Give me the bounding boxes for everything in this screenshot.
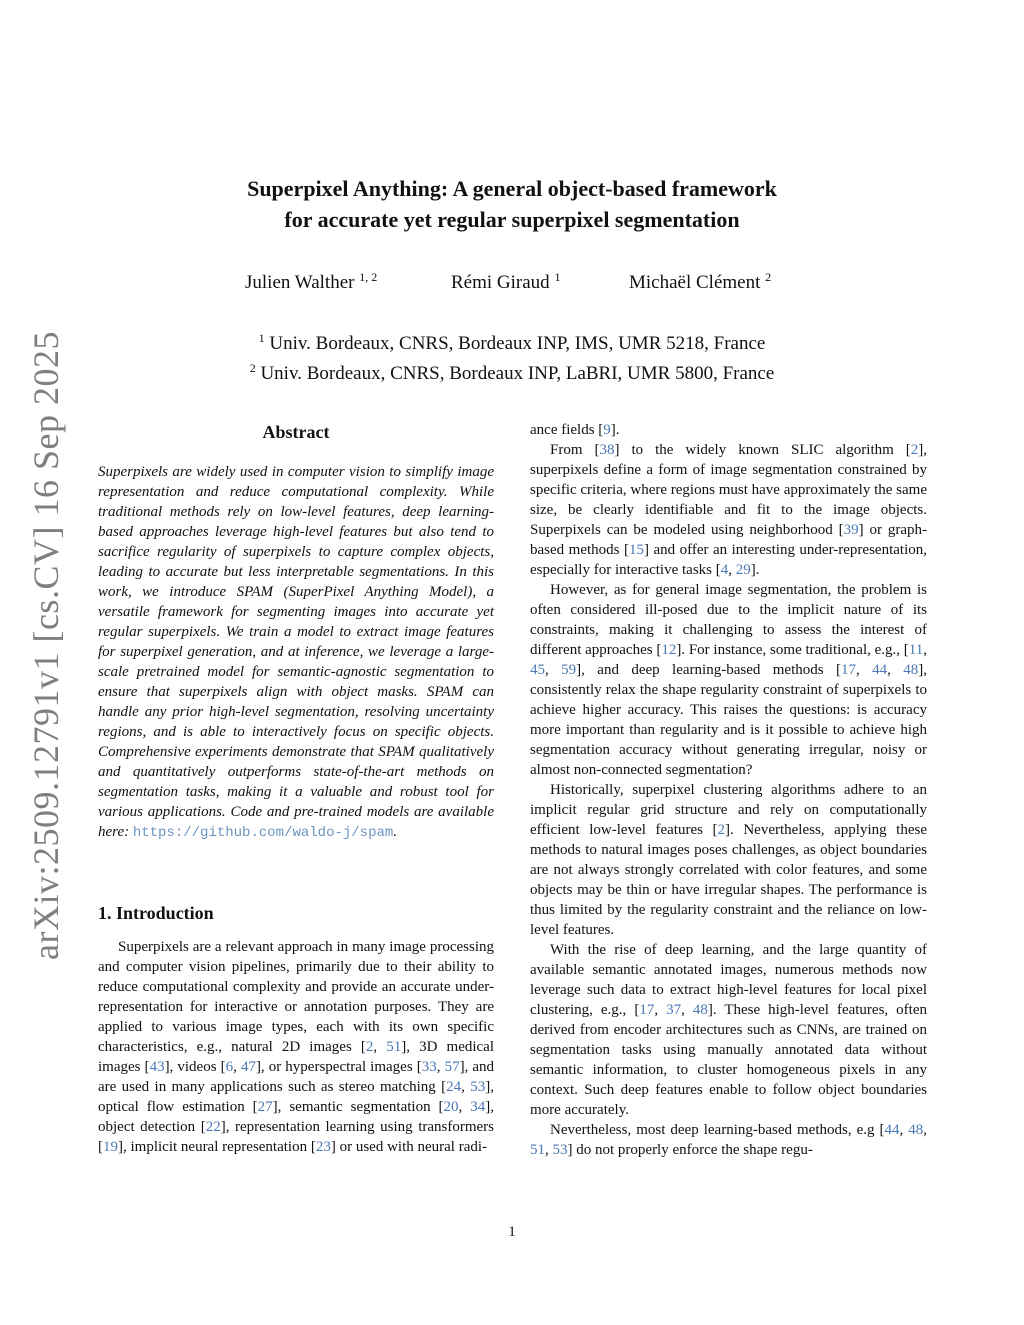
body-paragraph	[530, 440, 927, 580]
affiliations	[0, 326, 1024, 386]
body-text: ], object detection [	[98, 1099, 494, 1135]
citation-link[interactable]: 34	[470, 1099, 486, 1115]
body-text: However, as for general image segmentation, the problem is often considered ill-posed due to the implicit nature of its constraints, making it challenging to assess the interest of different approaches [	[530, 582, 927, 658]
citation-link[interactable]: 24	[446, 1079, 462, 1095]
citation-link[interactable]: 33	[421, 1059, 437, 1075]
body-text: Superpixels are a relevant approach in many image processing and computer vision pipelines, primarily due to their ability to reduce computational complexity and provide an accurate under-representation for interactive or annotation purposes. They are applied to various image types, each with its own specific characteristics, e.g., natural 2D images [	[98, 939, 494, 1055]
body-text: Nevertheless, most deep learning-based methods, e.g [	[550, 1122, 885, 1138]
body-text: ], and deep learning-based methods [	[576, 662, 841, 678]
body-text: ,	[887, 662, 904, 678]
body-paragraph	[530, 940, 927, 1120]
citation-link[interactable]: 11	[908, 642, 924, 658]
citation-link[interactable]: 44	[872, 662, 888, 678]
citation-link[interactable]: 37	[666, 1002, 682, 1018]
paper-title	[0, 173, 1024, 235]
body-text: ,	[373, 1039, 387, 1055]
body-text: ,	[855, 662, 873, 678]
body-text: ,	[461, 1079, 471, 1095]
body-text: ,	[545, 662, 562, 678]
body-text: ance fields [	[530, 422, 604, 438]
body-paragraph	[530, 780, 927, 940]
code-link[interactable]: https://github.com/waldo-j/spam	[132, 825, 394, 841]
citation-link[interactable]: 2	[717, 822, 726, 838]
author-2: Rémi Giraud $^1$	[451, 270, 561, 293]
affiliation-2: $^2$ Univ. Bordeaux, CNRS, Bordeaux INP, LaBRI, UMR 5800, France	[249, 361, 775, 384]
body-text: ,	[899, 1122, 909, 1138]
body-text: ], optical flow estimation [	[98, 1079, 494, 1115]
title-line-1: Superpixel Anything: A general object-based framework	[247, 176, 777, 201]
citation-link[interactable]: 2	[910, 442, 919, 458]
citation-link[interactable]: 17	[840, 662, 856, 678]
body-text: ,	[458, 1099, 471, 1115]
citation-link[interactable]: 6	[225, 1059, 234, 1075]
abstract-text: Superpixels are widely used in computer vision to simplify image representation and reduce computational complexity. While traditional methods rely on low-level features, deep learning-based approaches leverage high-level features but also tend to sacrifice regularity of superpixels to capture complex objects, leading to accurate but less interpretable segmentations. In this work, we introduce SPAM (SuperPixel Anything Model), a versatile framework for segmenting images into accurate yet regular superpixels. We train a model to extract image features for superpixel generation, and at inference, we leverage a large-scale pretrained model for semantic-agnostic segmentation to ensure that superpixels align with object masks. SPAM can handle any prior high-level segmentation, resolving uncertainty regions, and is able to interactively focus on specific objects. Comprehensive experiments demonstrate that SPAM qualitatively and quantitatively outperforms state-of-the-art methods on segmentation tasks, making it a valuable and robust tool for various applications. Code and pre-trained models are available here: https://github.com/waldo-j/spam.	[98, 464, 494, 841]
citation-link[interactable]: 43	[149, 1059, 165, 1075]
right-column	[530, 420, 927, 1160]
body-text: ], semantic segmentation [	[272, 1099, 444, 1115]
introduction-heading: 1. Introduction	[98, 903, 214, 923]
citation-link[interactable]: 17	[639, 1002, 655, 1018]
body-text: ,	[923, 642, 927, 658]
body-text: ].	[610, 422, 620, 438]
body-text: ,	[654, 1002, 667, 1018]
citation-link[interactable]: 48	[908, 1122, 924, 1138]
body-text: ], superpixels define a form of image segmentation constrained by specific criteria, where regions must have approximately the same size, be clearly identifiable and fit to the image objects. Superpixels can be modeled using neighborhood [	[530, 442, 928, 538]
citation-link[interactable]: 19	[103, 1139, 118, 1155]
body-text: ]. For instance, some traditional, e.g., [	[676, 642, 909, 658]
citation-link[interactable]: 12	[661, 642, 677, 658]
body-text: ], representation learning using transformers [	[98, 1119, 495, 1155]
body-text: ]. These high-level features, often derived from encoder architectures such as CNNs, are trained on segmentation tasks using manually annotated data without semantic information, to cluster homogeneous pixels in any context. Such deep features enable to follow object boundaries more accurately.	[530, 1002, 928, 1118]
citation-link[interactable]: 44	[884, 1122, 900, 1138]
body-text: ,	[923, 1122, 928, 1138]
body-text: ], implicit neural representation [	[118, 1139, 316, 1155]
citation-link[interactable]: 38	[599, 442, 615, 458]
citation-link[interactable]: 48	[903, 662, 919, 678]
citation-link[interactable]: 4	[720, 562, 729, 578]
citation-link[interactable]: 15	[628, 542, 644, 558]
body-text: ,	[436, 1059, 445, 1075]
body-text: ,	[728, 562, 736, 578]
author-3: Michaël Clément $^2$	[629, 270, 772, 293]
title-line-2: for accurate yet regular superpixel segmentation	[284, 207, 740, 232]
citation-link[interactable]: 9	[603, 422, 611, 438]
citation-link[interactable]: 2	[365, 1039, 374, 1055]
citation-link[interactable]: 47	[240, 1059, 256, 1075]
body-paragraph	[530, 420, 927, 440]
body-text: ], or hyperspectral images [	[255, 1059, 422, 1075]
citation-link[interactable]: 22	[205, 1119, 221, 1135]
body-text: Historically, superpixel clustering algorithms adhere to an implicit regular grid structure and rely on computationally efficient low-level features [	[530, 782, 927, 838]
page-number: 1	[508, 1224, 516, 1240]
body-text: ,	[233, 1059, 241, 1075]
body-paragraph	[530, 1120, 927, 1160]
citation-link[interactable]: 48	[692, 1002, 708, 1018]
body-text: ] or used with neural radi-	[330, 1139, 488, 1155]
citation-link[interactable]: 53	[552, 1142, 568, 1158]
body-text: ] and offer an interesting under-representation, especially for interactive tasks [	[530, 542, 927, 578]
body-text: ], consistently relax the shape regularity constraint of superpixels to achieve higher accuracy. This raises the questions: is accuracy more important than regularity and is it possible to achieve high segmentation accuracy without generating irregular, noisy or almost non-connected segmentation?	[530, 662, 928, 778]
body-paragraph	[530, 580, 927, 780]
body-text: ,	[681, 1002, 693, 1018]
affiliation-1: $^1$ Univ. Bordeaux, CNRS, Bordeaux INP, IMS, UMR 5218, France	[258, 331, 766, 354]
body-text: ,	[545, 1142, 553, 1158]
citation-link[interactable]: 29	[735, 562, 751, 578]
body-text: From [	[550, 442, 600, 458]
body-text: With the rise of deep learning, and the large quantity of available semantic annotated images, numerous methods now leverage such data to extract high-level features for local pixel clustering, e.g., [	[530, 942, 927, 1018]
citation-link[interactable]: 53	[470, 1079, 486, 1095]
body-text: ], and are used in many applications such as stereo matching [	[98, 1059, 495, 1095]
body-text: ].	[750, 562, 760, 578]
citation-link[interactable]: 45	[530, 662, 545, 678]
body-text: ]. Nevertheless, applying these methods to natural images poses challenges, as object boundaries are not always strongly correlated with color features, and some objects may be thin or have irregular shapes. The performance is thus limited by the regularity constraint and the reliance on low-level features.	[530, 822, 927, 938]
author-1: Julien Walther $^{1, 2}$	[245, 270, 378, 293]
abstract-heading: Abstract	[262, 422, 330, 442]
arxiv-identifier: arXiv:2509.12791v1 [cs.CV] 16 Sep 2025	[26, 331, 66, 960]
left-column	[98, 420, 494, 1157]
citation-link[interactable]: 57	[444, 1059, 460, 1075]
body-text: ] to the widely known SLIC algorithm [	[614, 442, 911, 458]
body-text: ] do not properly enforce the shape regu-	[567, 1142, 813, 1158]
citation-link[interactable]: 39	[843, 522, 859, 538]
citation-link[interactable]: 51	[386, 1039, 402, 1055]
body-text: ] or graph-based methods [	[530, 522, 927, 558]
citation-link[interactable]: 59	[561, 662, 577, 678]
body-text: ], 3D medical images [	[98, 1039, 494, 1075]
citation-link[interactable]: 51	[530, 1142, 545, 1158]
introduction-paragraph	[98, 937, 494, 1157]
citation-link[interactable]: 20	[443, 1099, 459, 1115]
citation-link[interactable]: 23	[315, 1139, 331, 1155]
citation-link[interactable]: 27	[257, 1099, 273, 1115]
body-text: ], videos [	[164, 1059, 226, 1075]
